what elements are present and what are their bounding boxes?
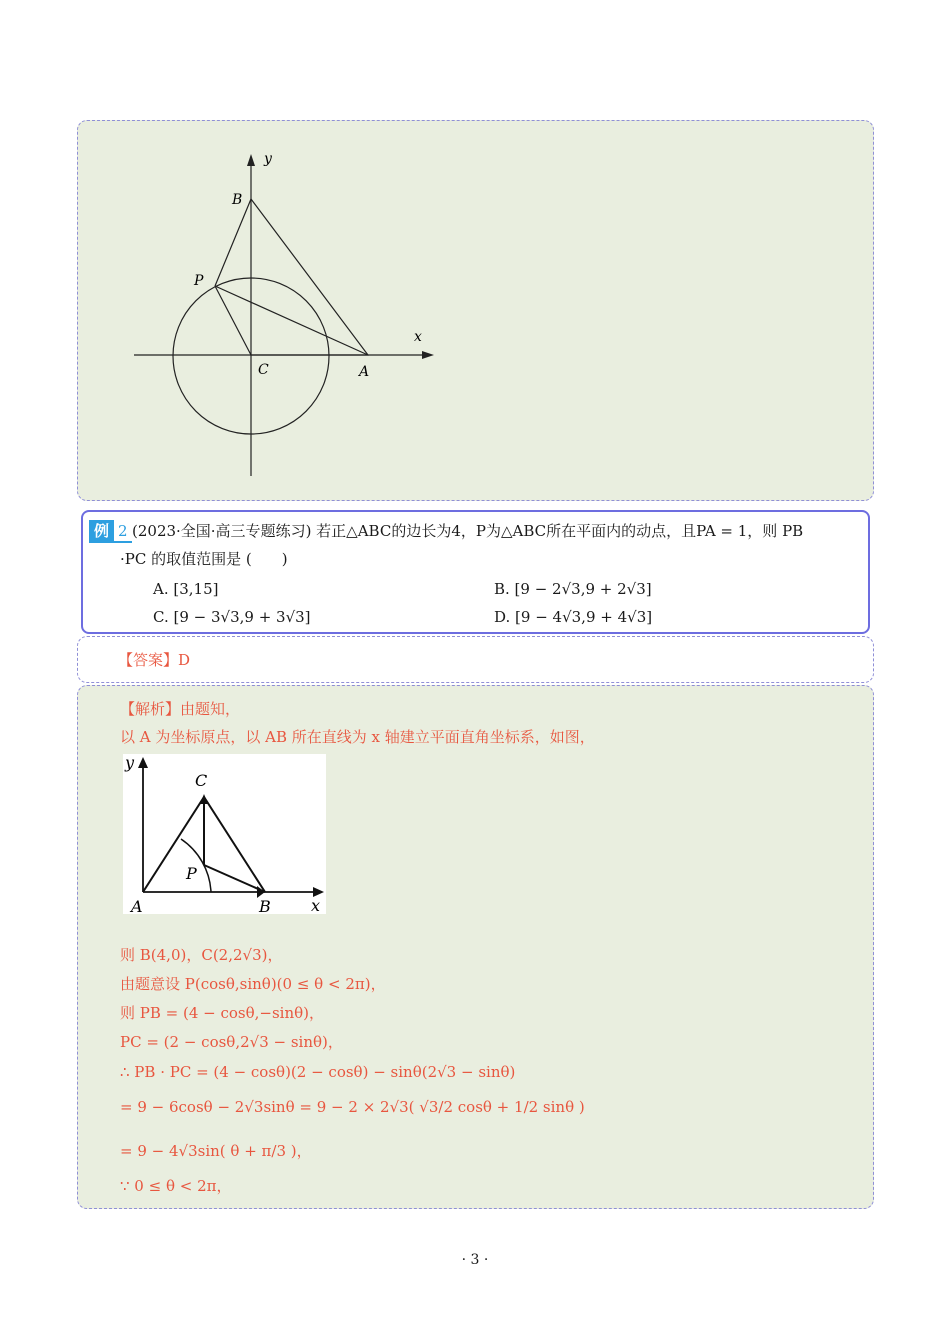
label-p: P bbox=[194, 273, 204, 289]
label-p: P bbox=[186, 864, 197, 883]
c-point-arrow-icon bbox=[200, 794, 208, 804]
question-text-continued: ·PC 的取值范围是 ( ) bbox=[120, 550, 288, 568]
question-text: (2023·全国·高三专题练习) 若正△ABC的边长为4，P为△ABC所在平面内的动点，且PA = 1，则 PB bbox=[132, 522, 804, 540]
solution-box bbox=[77, 685, 874, 1209]
y-axis-arrow-icon bbox=[138, 757, 148, 768]
option-a: A. [3,15] bbox=[153, 580, 219, 598]
segment-pa bbox=[215, 286, 368, 355]
y-axis-arrow-icon bbox=[247, 154, 255, 166]
label-c: C bbox=[258, 362, 269, 378]
option-c: C. [9 − 3√3,9 + 3√3] bbox=[153, 608, 311, 626]
triangle-abc bbox=[251, 199, 368, 355]
label-x: x bbox=[311, 896, 321, 914]
solution-line-10: ∵ 0 ≤ θ < 2π， bbox=[120, 1177, 232, 1195]
question-label bbox=[89, 520, 132, 543]
solution-line-1: 【解析】由题知， bbox=[120, 700, 241, 718]
solution-line-7: ∴ PB · PC = (4 − cosθ)(2 − cosθ) − sinθ(2√3 − sinθ) bbox=[120, 1063, 516, 1081]
coordinate-figure-1 bbox=[78, 121, 875, 502]
solution-line-3: 则 B(4,0)，C(2,2√3)， bbox=[120, 946, 283, 964]
segment-pc bbox=[215, 286, 251, 355]
answer-box bbox=[77, 636, 874, 683]
solution-line-5: 则 PB = (4 − cosθ,−sinθ)， bbox=[120, 1004, 325, 1022]
label-b: B bbox=[232, 192, 243, 208]
page-number: · 3 · bbox=[461, 1252, 489, 1268]
label-y: y bbox=[125, 754, 135, 772]
solution-line-2: 以 A 为坐标原点，以 AB 所在直线为 x 轴建立平面直角坐标系，如图， bbox=[120, 728, 595, 746]
segment-bp bbox=[215, 199, 251, 286]
figure-panel-1 bbox=[77, 120, 874, 501]
solution-line-4: 由题意设 P(cosθ,sinθ)(0 ≤ θ < 2π)， bbox=[120, 975, 386, 993]
label-y: y bbox=[264, 151, 272, 167]
label-a: A bbox=[131, 897, 143, 914]
question-badge: 例 bbox=[89, 520, 114, 543]
label-c: C bbox=[195, 771, 208, 790]
question-box bbox=[81, 510, 870, 634]
option-d: D. [9 − 4√3,9 + 4√3] bbox=[494, 608, 653, 626]
label-b: B bbox=[259, 897, 271, 914]
option-b: B. [9 − 2√3,9 + 2√3] bbox=[494, 580, 652, 598]
solution-line-8: = 9 − 6cosθ − 2√3sinθ = 9 − 2 × 2√3( √3/2 cosθ + 1/2 sinθ ) bbox=[120, 1098, 585, 1116]
label-a: A bbox=[359, 364, 370, 380]
solution-line-6: PC = (2 − cosθ,2√3 − sinθ)， bbox=[120, 1033, 343, 1051]
solution-line-9: = 9 − 4√3sin( θ + π/3 )， bbox=[120, 1142, 312, 1160]
coordinate-figure-2 bbox=[123, 754, 326, 914]
question-number: 2 bbox=[114, 520, 132, 543]
label-x: x bbox=[414, 329, 422, 345]
x-axis-arrow-icon bbox=[422, 351, 434, 359]
answer-text: 【答案】D bbox=[118, 651, 191, 669]
